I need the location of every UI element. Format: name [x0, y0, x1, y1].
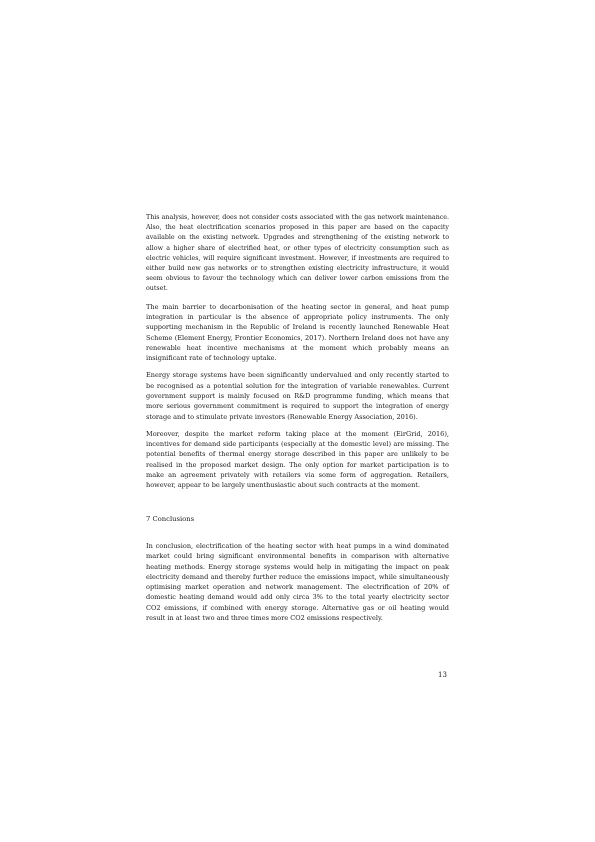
page-number: 13 [438, 671, 447, 679]
paragraph-conclusion: In conclusion, electrification of the heating sector with heat pumps in a wind dominated market could bring significant environmental benefits in comparison with alternative heating methods. Energy storage systems would help in mitigating the impact on peak electricity demand and thereby further reduce the emissions impact, while simultaneously optimising market operation and network management. The electrification of 20% of domestic heating demand would add only circa 3% to the total yearly electricity sector CO2 emissions, if combined with energy storage. Alternative gas or oil heating would result in at least two and three times more CO2 emissions respectively. [146, 542, 449, 623]
paragraph-market-reform: Moreover, despite the market reform taking place at the moment (EirGrid, 2016), incentives for demand side participants (especially at the domestic level) are missing. The potential benefits of thermal energy storage described in this paper are unlikely to be realised in the proposed market design. The only option for market participation is to make an agreement privately with retailers via some form of aggregation. Retailers, however, appear to be largely unenthusiastic about such contracts at the moment. [146, 429, 449, 490]
section-heading: 7 Conclusions [146, 515, 195, 523]
conclusion-text [146, 541, 449, 630]
paragraph-gas-network-costs: This analysis, however, does not consider costs associated with the gas network maintenance. Also, the heat electrification scenarios proposed in this paper are based on the capacity available on the existing network. Upgrades and strengthening of the existing network to allow a higher share of electrified heat, or other types of electricity consumption such as electric vehicles, will require significant investment. However, if investments are required to either build new gas networks or to strengthen existing electricity infrastructure, it would seem obvious to favour the technology which can deliver lower carbon emissions from the outset. [146, 214, 449, 293]
body-text [146, 213, 449, 498]
paragraph-energy-storage: Energy storage systems have been significantly undervalued and only recently started to be recognised as a potential solution for the integration of variable renewables. Current government support is mainly focused on R&D programme funding, which means that more serious government commitment is required to support the integration of energy storage and to stimulate private investors (Renewable Energy Association, 2016). [146, 371, 449, 421]
paragraph-policy-barrier: The main barrier to decarbonisation of the heating sector in general, and heat pump integration in particular is the absence of appropriate policy instruments. The only supporting mechanism in the Republic of Ireland is recently launched Renewable Heat Scheme (Element Energy, Frontier Economics, 2017). Northern Ireland does not have any renewable heat incentive mechanisms at the moment which probably means an insignificant rate of technology uptake. [146, 302, 449, 363]
